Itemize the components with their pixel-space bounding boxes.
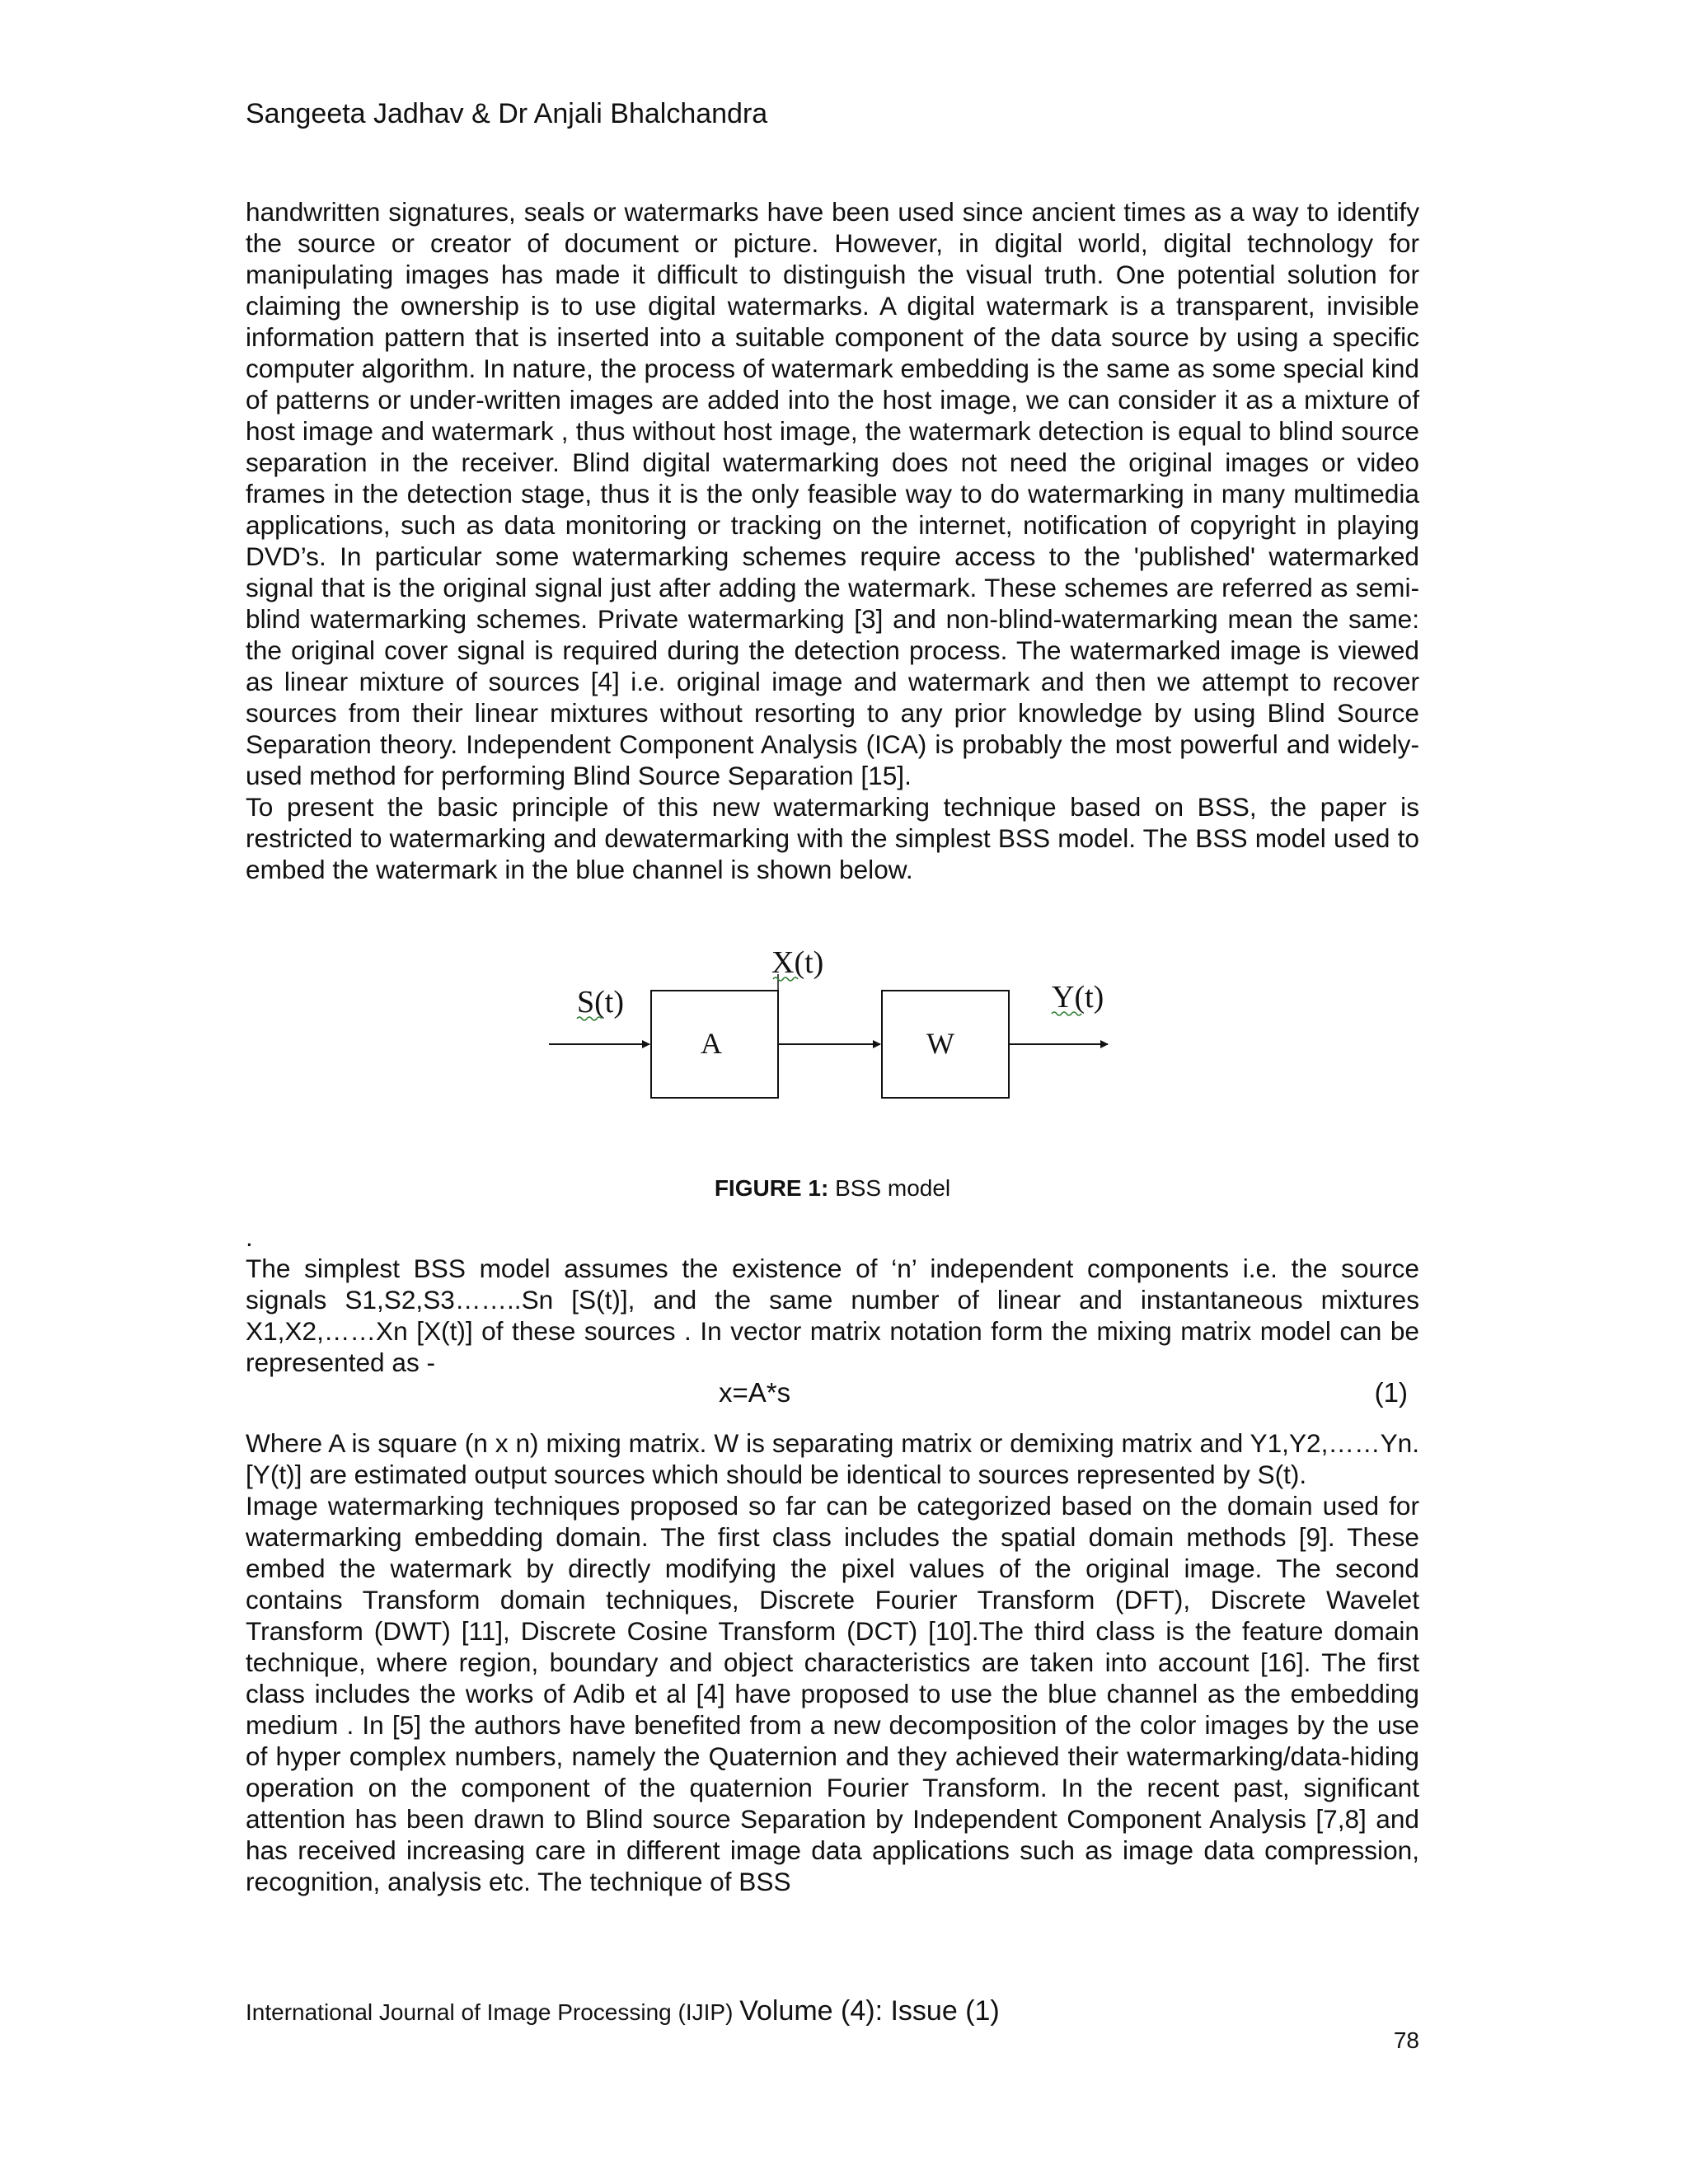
figure-caption-text: BSS model: [828, 1175, 951, 1201]
label-mixture: X(t): [771, 948, 824, 980]
equation-number: (1): [1374, 1377, 1408, 1408]
footer-journal: [246, 1994, 1000, 2029]
footer-volume: Volume (4): Issue (1): [739, 1995, 1000, 2027]
label-source: S(t): [577, 985, 624, 1019]
body-text-continued: [246, 1427, 1419, 1897]
paragraph: .: [246, 1222, 253, 1252]
bss-model-diagram: [544, 948, 1154, 1113]
label-output: Y(t): [1052, 980, 1104, 1015]
body-text-model: [246, 1221, 1419, 1378]
equation-expression: x=A*s: [719, 1377, 791, 1408]
footer-journal-name: International Journal of Image Processing (IJIP): [246, 1999, 740, 2025]
paragraph: To present the basic principle of this new watermarking technique based on BSS, the paper is restricted to watermarking and dewatermarking with the simplest BSS model. The BSS model used to embed the watermark in the blue channel is shown below.: [246, 792, 1419, 884]
label-mixing-block: A: [701, 1027, 722, 1060]
figure-caption-label: FIGURE 1:: [714, 1175, 829, 1201]
paragraph: Image watermarking techniques proposed so far can be categorized based on the domain used for watermarking embedding domain. The first class includes the spatial domain methods [9]. These embed the watermark by directly modifying the pixel values of the original image. The second contains Transform domain techniques, Discrete Fourier Transform (DFT), Discrete Wavelet Transform (DWT) [11], Discrete Cosine Transform (DCT) [10].The third class is the feature domain technique, where region, boundary and object characteristics are taken into account [16]. The first class includes the works of Adib et al [4] have proposed to use the blue channel as the embedding medium . In [5] the authors have benefited from a new decomposition of the color images by the use of hyper complex numbers, namely the Quaternion and they achieved their watermarking/data-hiding operation on the component of the quaternion Fourier Transform. In the recent past, significant attention has been drawn to Blind source Separation by Independent Component Analysis [7,8] and has received increasing care in different image data applications such as image data compression, recognition, analysis etc. The technique of BSS: [246, 1491, 1419, 1896]
page-number: 78: [1393, 2027, 1419, 2053]
equation-1: [246, 1375, 1419, 1411]
body-text-intro: [246, 196, 1419, 885]
figure-caption: [246, 1174, 1419, 1203]
paragraph: The simplest BSS model assumes the existence of ‘n’ independent components i.e. the source signals S1,S2,S3……..Sn [S(t)], and the same number of linear and instantaneous mixtures X1,X2,……Xn [X(t)] of these sources . In vector matrix notation form the mixing matrix model can be represented as -: [246, 1254, 1419, 1377]
label-separating-block: W: [926, 1027, 954, 1060]
running-header-authors: Sangeeta Jadhav & Dr Anjali Bhalchandra: [246, 98, 768, 129]
paragraph: Where A is square (n x n) mixing matrix. W is separating matrix or demixing matrix and Y1,Y2,……Yn.[Y(t)] are estimated output sources which should be identical to sources represented by S(t).: [246, 1428, 1419, 1489]
paragraph: handwritten signatures, seals or watermarks have been used since ancient times as a way to identify the source or creator of document or picture. However, in digital world, digital technology for manipulating images has made it difficult to distinguish the visual truth. One potential solution for claiming the ownership is to use digital watermarks. A digital watermark is a transparent, invisible information pattern that is inserted into a suitable component of the data source by using a specific computer algorithm. In nature, the process of watermark embedding is the same as some special kind of patterns or under-written images are added into the host image, we can consider it as a mixture of host image and watermark , thus without host image, the watermark detection is equal to blind source separation in the receiver. Blind digital watermarking does not need the original images or video frames in the detection stage, thus it is the only feasible way to do watermarking in many multimedia applications, such as data monitoring or tracking on the internet, notification of copyright in playing DVD’s. In particular some watermarking schemes require access to the 'published' watermarked signal that is the original signal just after adding the watermark. These schemes are referred as semi-blind watermarking schemes. Private watermarking [3] and non-blind-watermarking mean the same: the original cover signal is required during the detection process. The watermarked image is viewed as linear mixture of sources [4] i.e. original image and watermark and then we attempt to recover sources from their linear mixtures without resorting to any prior knowledge by using Blind Source Separation theory. Independent Component Analysis (ICA) is probably the most powerful and widely-used method for performing Blind Source Separation [15].: [246, 197, 1419, 790]
